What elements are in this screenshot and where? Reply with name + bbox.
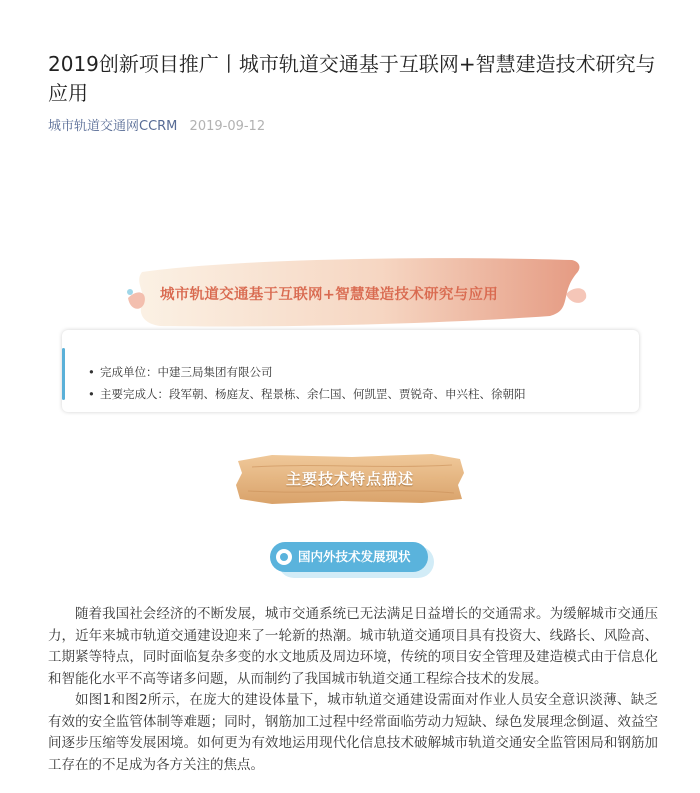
project-info-card	[62, 330, 639, 412]
subsection-label: 国内外技术发展现状	[298, 549, 411, 564]
list-item-completion-unit: • 完成单位：中建三局集团有限公司	[88, 361, 526, 383]
list-item-main-contributors: • 主要完成人：段军朝、杨庭友、程景栋、余仁国、何凯罡、贾锐奇、申兴柱、徐朝阳	[88, 383, 526, 405]
banner-title: 城市轨道交通基于互联网+智慧建造技术研究与应用	[160, 287, 499, 303]
publish-date: 2019-09-12	[189, 119, 266, 134]
section-label-main-features: 主要技术特点描述	[285, 470, 414, 488]
article-meta	[48, 118, 265, 136]
paragraph: 随着我国社会经济的不断发展，城市交通系统已无法满足日益增长的交通需求。为缓解城市交通压力，近年来城市轨道交通建设迎来了一轮新的热潮。城市轨道交通项目具有投资大、线路长、风险高、工期紧等特点，同时面临复杂多变的水文地质及周边环境，传统的项目安全管理及建造模式由于信息化和智能化水平不高等诸多问题，从而制约了我国城市轨道交通工程综合技术的发展。	[48, 606, 658, 687]
card-accent-bar	[62, 348, 65, 400]
subsection-pill	[270, 542, 428, 572]
account-name-link[interactable]: 城市轨道交通网CCRM	[48, 119, 178, 134]
circle-dot-icon	[276, 549, 292, 565]
project-info-list	[88, 361, 526, 405]
article-title: 2019创新项目推广丨城市轨道交通基于互联网+智慧建造技术研究与应用	[48, 52, 656, 105]
paragraph: 如图1和图2所示，在庞大的建设体量下，城市轨道交通建设需面对作业人员安全意识淡薄、缺乏有效的安全监管体制等难题；同时，钢筋加工过程中经常面临劳动力短缺、绿色发展理念倒逼、效益空间逐步压缩等发展困境。如何更为有效地运用现代化信息技术破解城市轨道交通安全监管困局和钢筋加工存在的不足成为各方关注的焦点。	[48, 692, 658, 773]
article-body	[48, 604, 658, 776]
